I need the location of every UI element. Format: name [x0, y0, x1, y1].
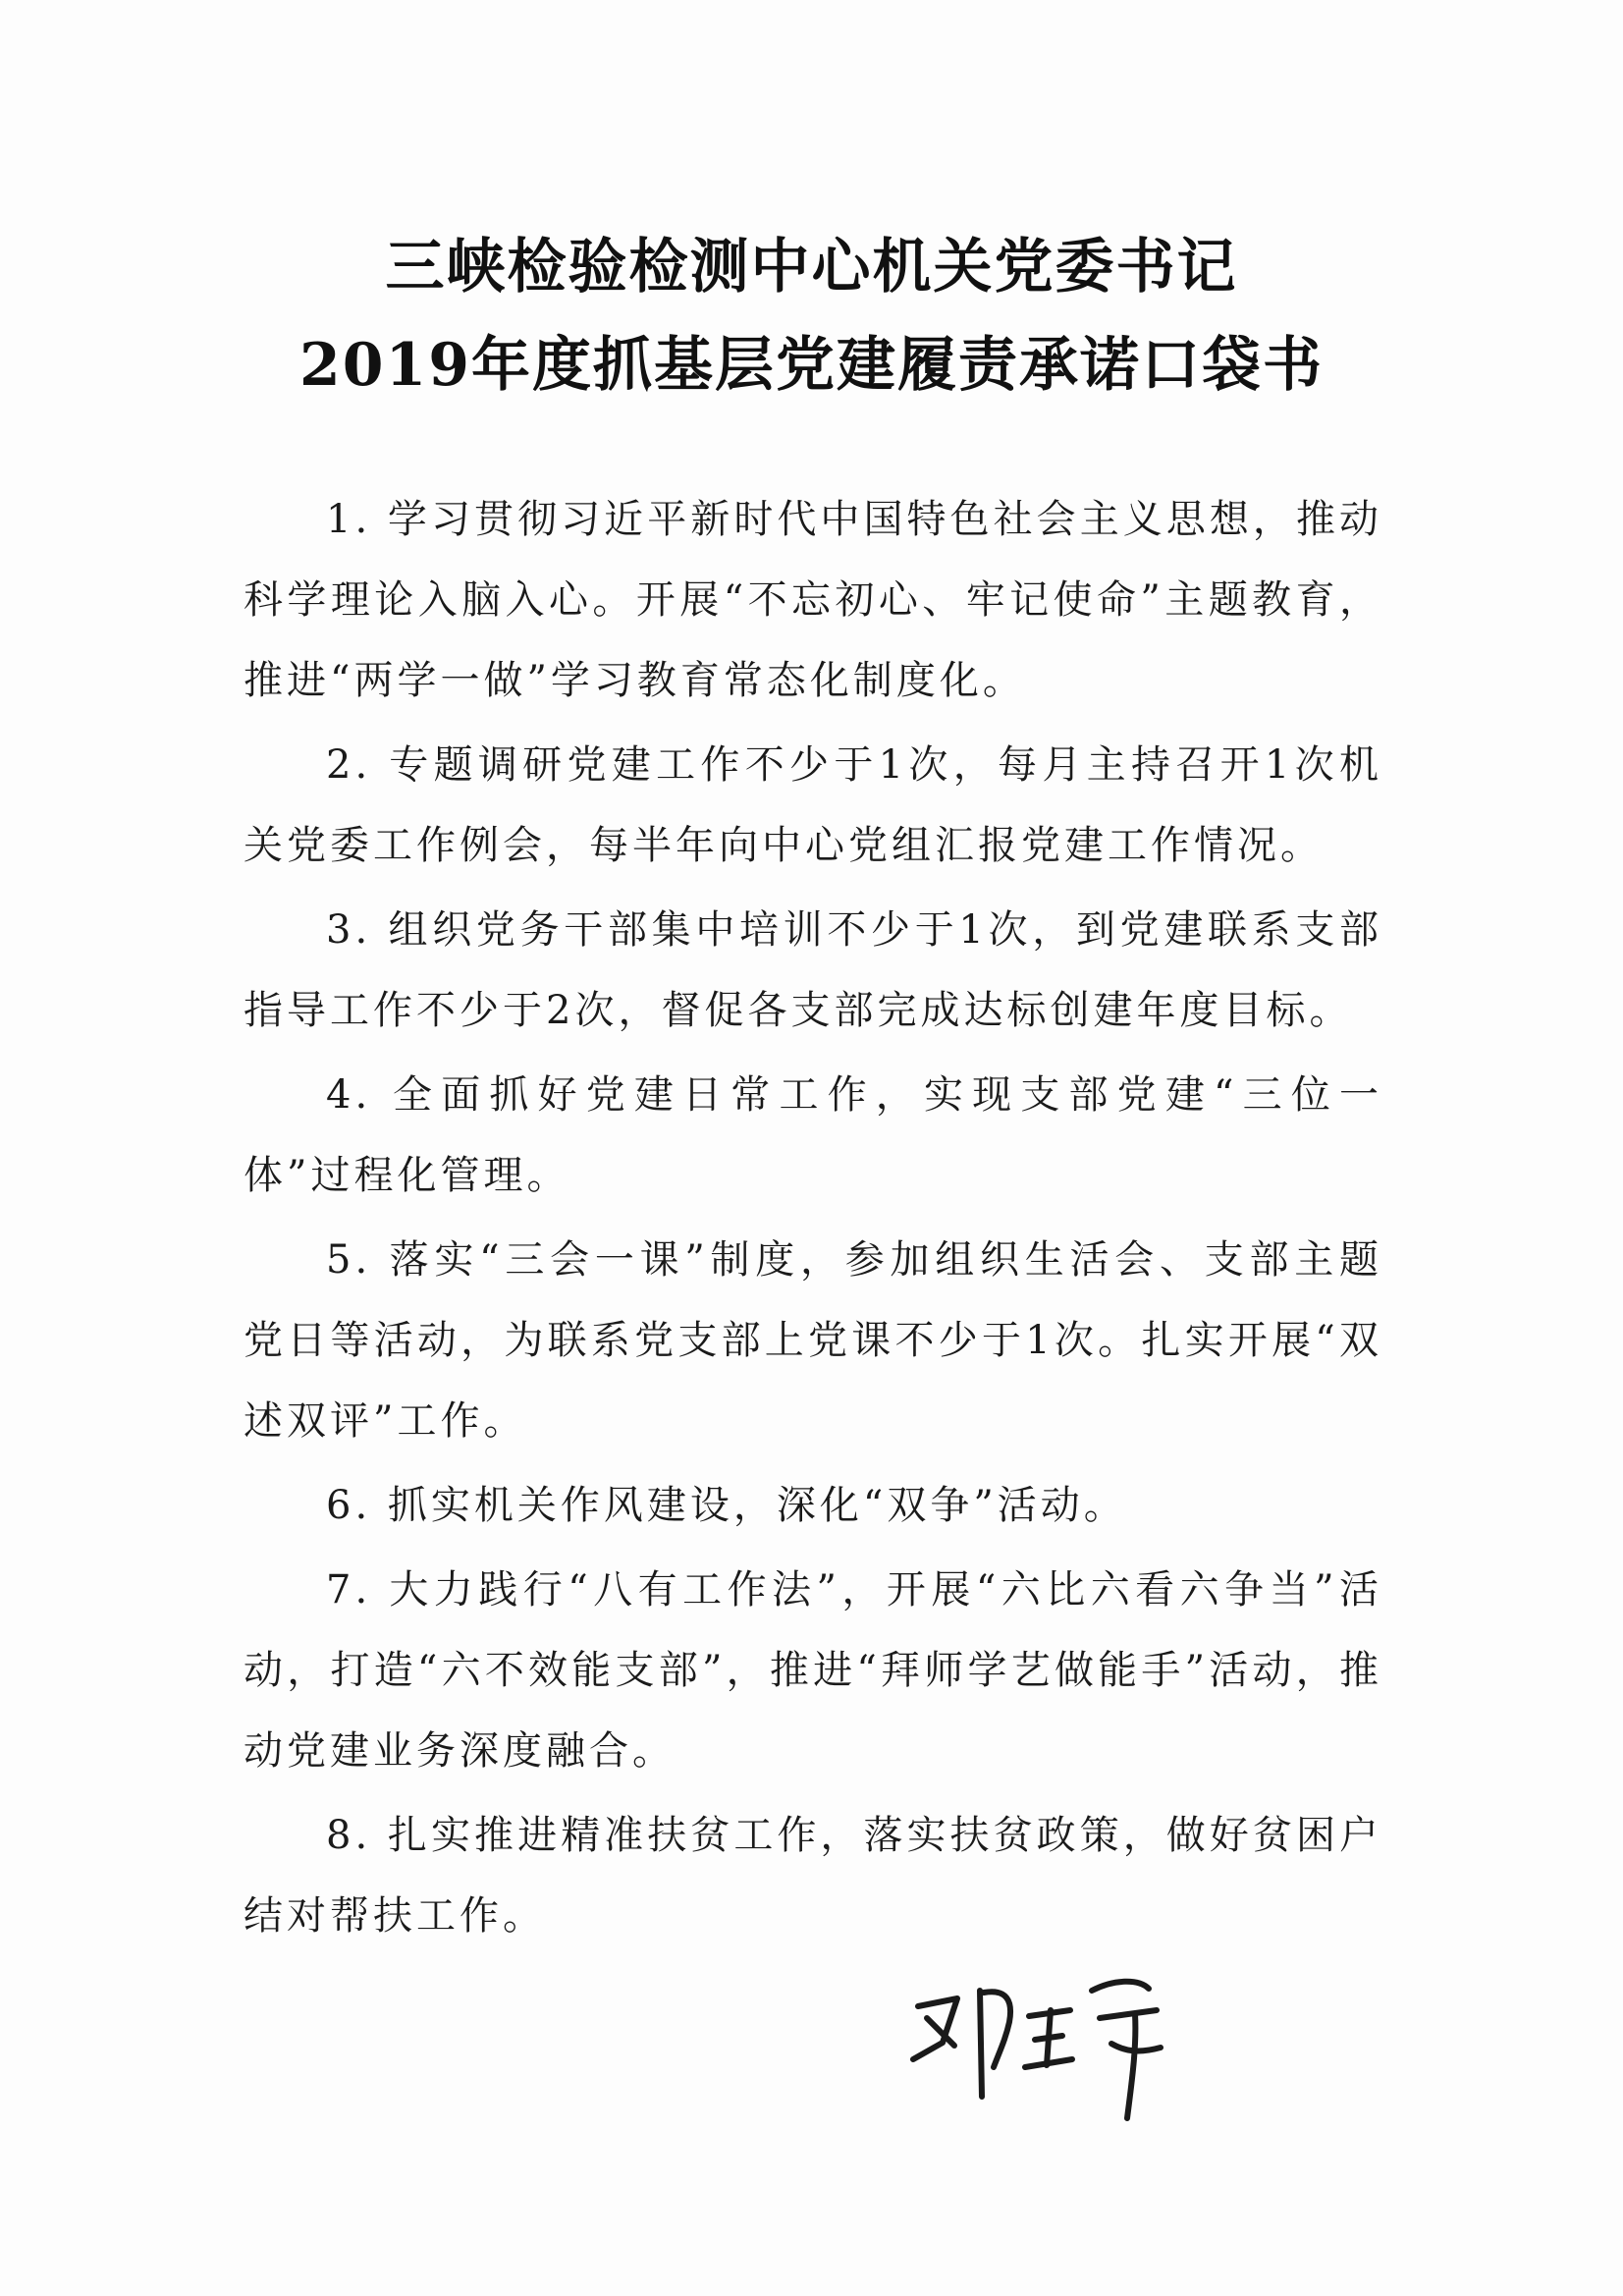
title-line-2: 2019年度抓基层党建履责承诺口袋书 — [299, 331, 1324, 400]
commitment-item-6: 6. 抓实机关作风建设，深化“双争”活动。 — [326, 1483, 1127, 1528]
commitment-item-4: 4. 全面抓好党建日常工作，实现支部党建“三位一体”过程化管理。 — [243, 1072, 1382, 1198]
commitment-item-2: 2. 专题调研党建工作不少于1次，每月主持召开1次机关党委工作例会，每半年向中心党组汇报党建工作情况。 — [243, 742, 1382, 868]
commitment-item-7: 7. 大力践行“八有工作法”，开展“六比六看六争当”活动，打造“六不效能支部”，推进“拜师学艺做能手”活动，推动党建业务深度融合。 — [243, 1567, 1382, 1774]
document-title — [0, 218, 1623, 414]
commitment-item-5: 5. 落实“三会一课”制度，参加组织生活会、支部主题党日等活动，为联系党支部上党课不少于1次。扎实开展“双述双评”工作。 — [243, 1237, 1382, 1444]
title-line-1: 三峡检验检测中心机关党委书记 — [385, 233, 1238, 301]
handwritten-signature — [903, 1949, 1198, 2146]
commitment-item-3: 3. 组织党务干部集中培训不少于1次，到党建联系支部指导工作不少于2次，督促各支部完成达标创建年度目标。 — [243, 907, 1382, 1033]
commitment-list — [243, 479, 1382, 1960]
commitment-item-1: 1. 学习贯彻习近平新时代中国特色社会主义思想，推动科学理论入脑入心。开展“不忘初心、牢记使命”主题教育，推进“两学一做”学习教育常态化制度化。 — [243, 497, 1382, 703]
commitment-item-8: 8. 扎实推进精准扶贫工作，落实扶贫政策，做好贫困户结对帮扶工作。 — [243, 1813, 1382, 1939]
